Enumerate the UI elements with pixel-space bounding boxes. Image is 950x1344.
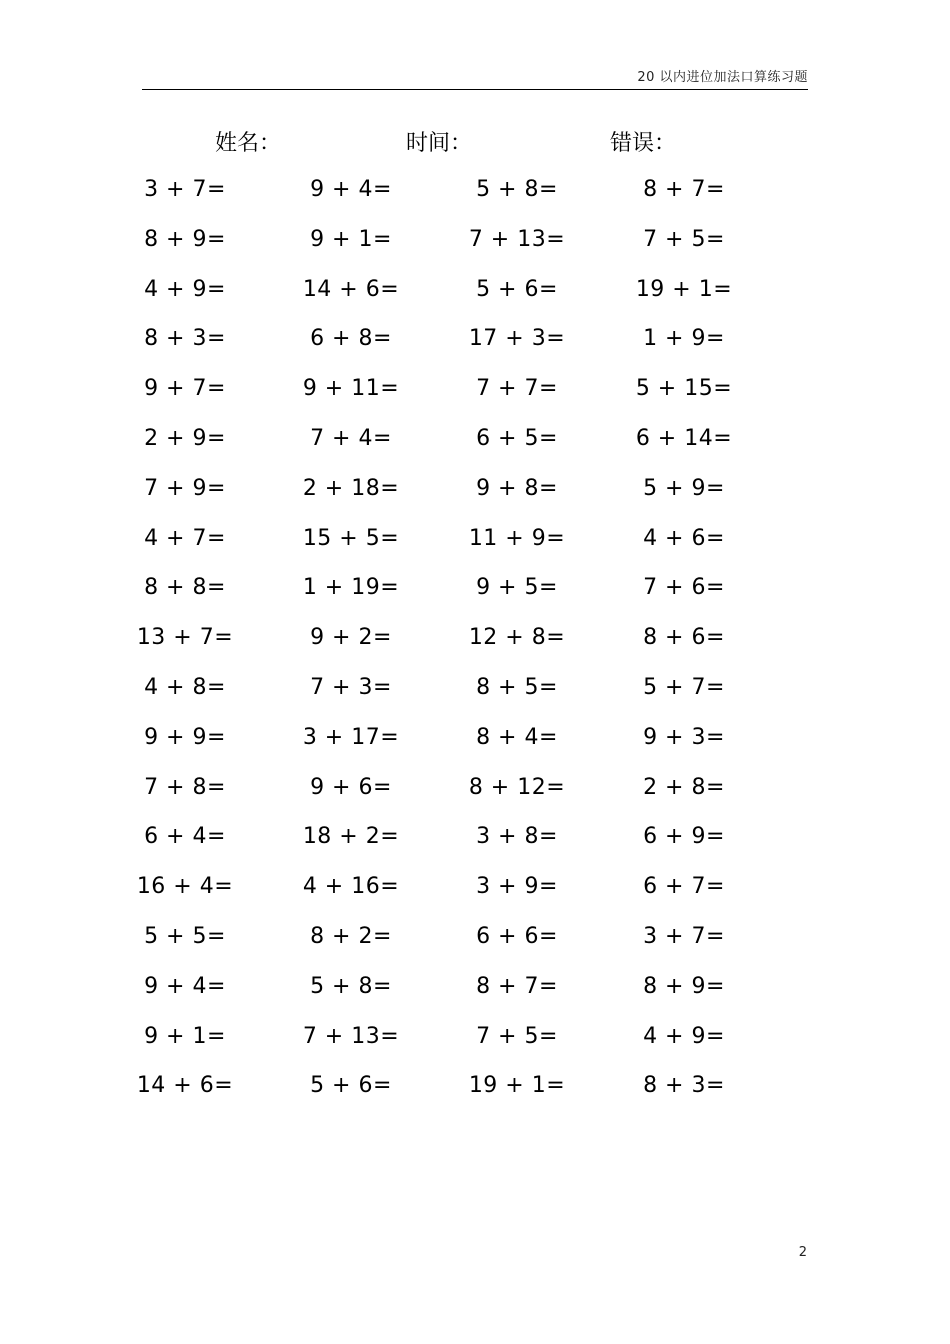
problem-row: [0, 177, 950, 217]
problem-item: 3 + 8=: [476, 824, 558, 850]
problem-item: 6 + 6=: [476, 924, 558, 949]
problem-item: 7 + 3=: [310, 675, 392, 700]
problem-item: 19 + 1=: [468, 1073, 566, 1099]
problem-item: 14 + 6=: [302, 276, 400, 302]
problem-item: 9 + 1=: [144, 1023, 226, 1049]
problem-item: 8 + 8=: [144, 575, 226, 601]
problem-row: [0, 775, 950, 815]
problem-item: 8 + 9=: [144, 226, 226, 252]
problem-item: 7 + 5=: [643, 226, 725, 252]
problem-item: 13 + 7=: [136, 625, 234, 651]
problem-item: 8 + 3=: [144, 326, 226, 352]
problem-row: [0, 874, 950, 914]
problem-item: 5 + 5=: [144, 924, 226, 949]
problem-item: 6 + 5=: [476, 426, 558, 451]
problem-row: [0, 426, 950, 466]
problem-row: [0, 575, 950, 615]
problem-row: [0, 376, 950, 416]
problem-item: 4 + 9=: [144, 276, 226, 302]
problem-row: [0, 1073, 950, 1113]
problem-item: 4 + 7=: [144, 525, 226, 551]
problem-item: 8 + 6=: [643, 625, 725, 651]
problem-item: 11 + 9=: [468, 525, 566, 551]
problem-item: 12 + 8=: [468, 625, 566, 651]
problem-item: 7 + 13=: [302, 1023, 400, 1049]
problem-item: 3 + 9=: [476, 874, 558, 900]
problem-item: 9 + 3=: [643, 724, 725, 750]
problem-item: 9 + 7=: [144, 376, 226, 402]
time-label: 时间：: [406, 131, 473, 156]
problem-item: 7 + 6=: [643, 575, 725, 601]
problem-item: 7 + 5=: [476, 1023, 558, 1049]
problem-item: 9 + 6=: [310, 774, 392, 800]
problem-item: 8 + 4=: [476, 724, 558, 750]
problem-item: 5 + 8=: [310, 973, 392, 999]
problem-item: 5 + 6=: [310, 1073, 392, 1099]
problem-item: 5 + 7=: [643, 675, 725, 700]
page-number: 2: [798, 1245, 807, 1260]
problem-item: 9 + 1=: [310, 226, 392, 252]
problem-item: 18 + 2=: [302, 824, 400, 850]
problem-row: [0, 476, 950, 516]
problem-item: 6 + 4=: [144, 824, 226, 850]
problem-item: 3 + 7=: [643, 924, 725, 949]
problem-item: 6 + 7=: [643, 874, 725, 900]
problem-item: 2 + 18=: [302, 475, 400, 501]
problem-row: [0, 924, 950, 964]
problem-row: [0, 326, 950, 366]
problem-item: 8 + 2=: [310, 924, 392, 949]
problem-row: [0, 277, 950, 317]
problem-item: 2 + 8=: [643, 774, 725, 800]
header-rule: [142, 89, 808, 90]
problem-item: 3 + 17=: [302, 724, 400, 750]
problem-item: 7 + 13=: [468, 226, 566, 252]
problem-item: 5 + 9=: [643, 475, 725, 501]
problem-item: 6 + 14=: [635, 426, 733, 451]
problem-row: [0, 227, 950, 267]
problem-item: 9 + 2=: [310, 625, 392, 651]
problem-item: 7 + 9=: [144, 475, 226, 501]
problem-item: 9 + 8=: [476, 475, 558, 501]
problem-item: 9 + 4=: [310, 177, 392, 202]
problem-item: 8 + 9=: [643, 973, 725, 999]
name-label: 姓名：: [215, 131, 282, 156]
problem-item: 1 + 9=: [643, 326, 725, 352]
problem-item: 19 + 1=: [635, 276, 733, 302]
problem-item: 4 + 6=: [643, 525, 725, 551]
problem-item: 4 + 8=: [144, 675, 226, 700]
problem-item: 7 + 8=: [144, 774, 226, 800]
problem-item: 1 + 19=: [302, 575, 400, 601]
problem-item: 2 + 9=: [144, 426, 226, 451]
problem-row: [0, 824, 950, 864]
problem-row: [0, 974, 950, 1014]
problem-item: 9 + 9=: [144, 724, 226, 750]
problem-row: [0, 625, 950, 665]
problem-row: [0, 1024, 950, 1064]
problem-item: 17 + 3=: [468, 326, 566, 352]
problem-item: 4 + 16=: [302, 874, 400, 900]
problem-item: 8 + 12=: [468, 774, 566, 800]
problem-item: 9 + 11=: [302, 376, 400, 402]
problem-item: 5 + 6=: [476, 276, 558, 302]
problem-row: [0, 675, 950, 715]
problem-item: 8 + 7=: [476, 973, 558, 999]
problem-item: 5 + 8=: [476, 177, 558, 202]
problem-item: 9 + 4=: [144, 973, 226, 999]
problem-item: 3 + 7=: [144, 177, 226, 202]
problem-item: 15 + 5=: [302, 525, 400, 551]
problem-item: 8 + 7=: [643, 177, 725, 202]
problem-item: 7 + 7=: [476, 376, 558, 402]
problem-item: 4 + 9=: [643, 1023, 725, 1049]
problem-item: 9 + 5=: [476, 575, 558, 601]
header-title: 20 以内进位加法口算练习题: [637, 70, 808, 85]
problem-row: [0, 526, 950, 566]
problem-item: 14 + 6=: [136, 1073, 234, 1099]
problem-item: 7 + 4=: [310, 426, 392, 451]
problem-item: 8 + 3=: [643, 1073, 725, 1099]
problem-item: 8 + 5=: [476, 675, 558, 700]
problem-item: 6 + 8=: [310, 326, 392, 352]
problem-item: 6 + 9=: [643, 824, 725, 850]
errors-label: 错误：: [610, 131, 677, 156]
problem-item: 16 + 4=: [136, 874, 234, 900]
problem-row: [0, 725, 950, 765]
problem-item: 5 + 15=: [635, 376, 733, 402]
